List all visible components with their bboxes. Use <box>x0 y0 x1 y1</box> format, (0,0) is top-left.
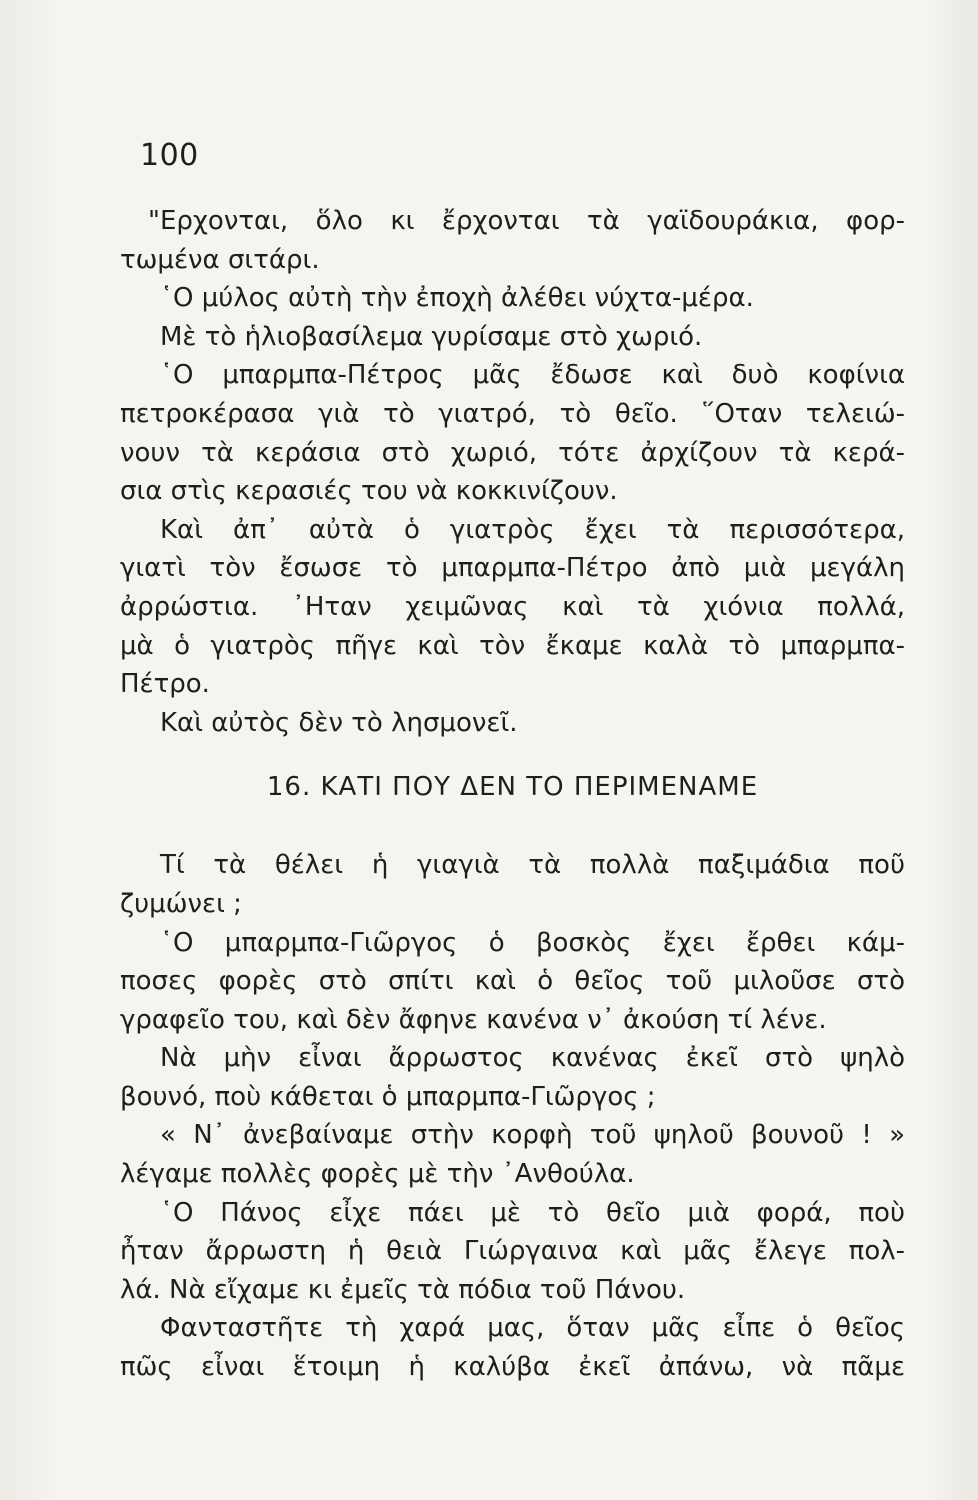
body-text <box>120 202 905 1387</box>
text-line: πετροκέρασα γιὰ τὸ γιατρό, τὸ θεῖο. ῞Οταν τελειώ- <box>120 398 905 429</box>
text-line: ποσες φορὲς στὸ σπίτι καὶ ὁ θεῖος τοῦ μιλοῦσε στὸ <box>120 966 905 997</box>
text-line: « Ν᾽ ἀνεβαίναμε στὴν κορφὴ τοῦ ψηλοῦ βουνοῦ ! » <box>160 1120 905 1151</box>
text-line: Καὶ αὐτὸς δὲν τὸ λησμονεῖ. <box>160 707 518 738</box>
text-line: ῾Ο μπαρμπα-Γιῶργος ὁ βοσκὸς ἔχει ἔρθει κάμ- <box>160 927 905 958</box>
paragraph <box>120 1116 905 1193</box>
paragraph <box>120 356 905 510</box>
text-line: ῾Ο Πάνος εἶχε πάει μὲ τὸ θεῖο μιὰ φορά, ποὺ <box>160 1197 905 1228</box>
text-line: γραφεῖο του, καὶ δὲν ἄφηνε κανένα ν᾽ ἀκούση τί λένε. <box>120 1004 827 1035</box>
paragraph <box>120 924 905 1040</box>
paragraph <box>120 846 905 923</box>
text-line: πῶς εἶναι ἕτοιμη ἡ καλύβα ἐκεῖ ἀπάνω, νὰ πᾶμε <box>120 1352 905 1383</box>
text-line: ῾Ο μύλος αὐτὴ τὴν ἐποχὴ ἀλέθει νύχτα-μέρα. <box>160 283 754 314</box>
section-heading: 16. ΚΑΤΙ ΠΟΥ ΔΕΝ ΤΟ ΠΕΡΙΜΕΝΑΜΕ <box>266 772 759 803</box>
text-line: Καὶ ἀπ᾽ αὐτὰ ὁ γιατρὸς ἔχει τὰ περισσότερα, <box>160 514 905 545</box>
text-line: ῾Ο μπαρμπα-Πέτρος μᾶς ἔδωσε καὶ δυὸ κοφίνια <box>160 360 905 391</box>
text-line: σια στὶς κερασιές του νὰ κοκκινίζουν. <box>120 476 618 507</box>
text-line: "Ερχονται, ὅλο κι ἔρχονται τὰ γαϊδουράκια, φορ- <box>148 206 905 236</box>
text-line: τωμένα σιτάρι. <box>120 244 320 275</box>
paragraph <box>120 1194 905 1310</box>
text-line: Φανταστῆτε τὴ χαρά μας, ὅταν μᾶς εἶπε ὁ θεῖος <box>160 1313 905 1344</box>
paragraphs-before-heading <box>120 202 905 742</box>
text-line: λά. Νὰ εἴχαμε κι ἐμεῖς τὰ πόδια τοῦ Πάνου. <box>120 1274 686 1305</box>
text-line: Μὲ τὸ ἡλιοβασίλεμα γυρίσαμε στὸ χωριό. <box>160 321 703 352</box>
paragraph <box>120 1039 905 1116</box>
paragraph <box>120 318 905 357</box>
text-line: ἦταν ἄρρωστη ἡ θειὰ Γιώργαινα καὶ μᾶς ἔλεγε πολ- <box>120 1236 905 1267</box>
paragraph <box>120 511 905 704</box>
text-line: ζυμώνει ; <box>120 888 242 919</box>
paragraph <box>120 202 905 279</box>
text-line: λέγαμε πολλὲς φορὲς μὲ τὴν ᾽Ανθούλα. <box>120 1159 635 1190</box>
text-line: μὰ ὁ γιατρὸς πῆγε καὶ τὸν ἔκαμε καλὰ τὸ μπαρμπα- <box>120 630 905 661</box>
paragraphs-after-heading <box>120 846 905 1386</box>
text-line: νουν τὰ κεράσια στὸ χωριό, τότε ἀρχίζουν τὰ κερά- <box>120 437 905 468</box>
text-line: γιατὶ τὸν ἔσωσε τὸ μπαρμπα-Πέτρο ἀπὸ μιὰ μεγάλη <box>120 553 905 584</box>
page-number: 100 <box>140 138 199 173</box>
text-line: Νὰ μὴν εἶναι ἄρρωστος κανένας ἐκεῖ στὸ ψηλὸ <box>160 1043 905 1074</box>
paragraph <box>120 1309 905 1386</box>
paragraph <box>120 279 905 318</box>
text-line: ἀρρώστια. ᾽Ηταν χειμῶνας καὶ τὰ χιόνια πολλά, <box>120 591 905 622</box>
text-line: βουνό, ποὺ κάθεται ὁ μπαρμπα-Γιῶργος ; <box>120 1081 656 1112</box>
text-line: Τί τὰ θέλει ἡ γιαγιὰ τὰ πολλὰ παξιμάδια ποῦ <box>160 850 905 881</box>
paragraph <box>120 704 905 743</box>
text-line: Πέτρο. <box>120 669 210 700</box>
